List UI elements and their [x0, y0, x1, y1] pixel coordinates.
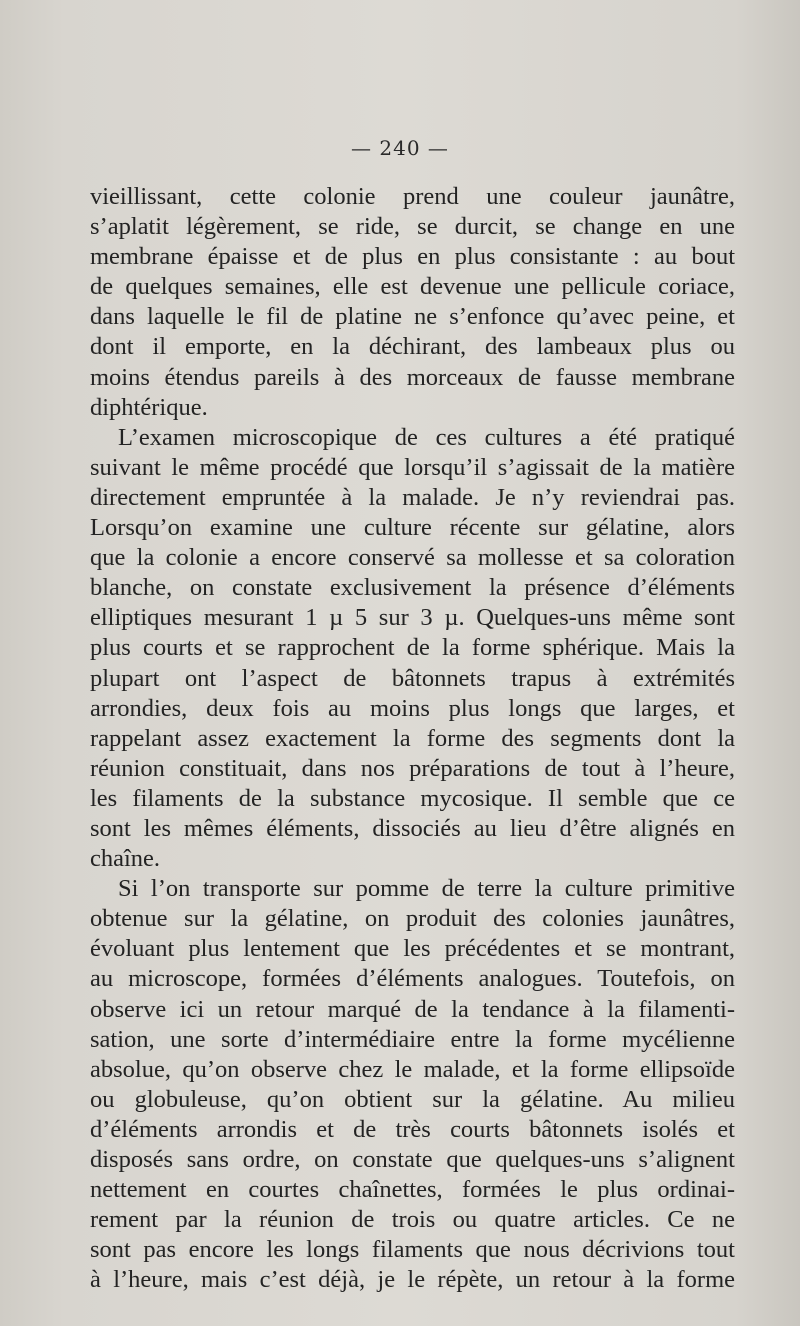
text-line: évoluant plus lentement que les précédentes et se montrant,: [90, 935, 735, 963]
text-line: Si l’on transporte sur pomme de terre la culture primitive: [118, 875, 735, 903]
text-line: dans laquelle le fil de platine ne s’enfonce qu’avec peine, et: [90, 303, 735, 331]
text-line: sont les mêmes éléments, dissociés au lieu d’être alignés en: [90, 814, 735, 842]
text-line: de quelques semaines, elle est devenue une pellicule coriace,: [90, 273, 735, 301]
text-line: vieillissant, cette colonie prend une couleur jaunâtre,: [90, 183, 735, 210]
text-line: sation, une sorte d’intermédiaire entre la forme mycélienne: [90, 1025, 735, 1053]
text-line: moins étendus pareils à des morceaux de fausse membrane: [90, 363, 735, 391]
text-line: ou globuleuse, qu’on obtient sur la gélatine. Au milieu: [90, 1085, 735, 1113]
body-text: [90, 182, 735, 1295]
text-line: suivant le même procédé que lorsqu’il s’agissait de la matière: [90, 453, 735, 481]
text-line: sont pas encore les longs filaments que nous décrivions tout: [90, 1236, 735, 1264]
text-line: arrondies, deux fois au moins plus longs que larges, et: [90, 694, 735, 722]
text-line: absolue, qu’on observe chez le malade, et la forme ellipsoïde: [90, 1055, 735, 1083]
text-line: chaîne.: [90, 845, 161, 873]
text-line: observe ici un retour marqué de la tendance à la filamenti-: [90, 995, 735, 1023]
text-line: elliptiques mesurant 1 µ 5 sur 3 µ. Quelques-uns même sont: [90, 604, 735, 632]
text-line: dont il emporte, en la déchirant, des lambeaux plus ou: [90, 333, 735, 361]
text-line: réunion constituait, dans nos préparations de tout à l’heure,: [90, 754, 735, 782]
text-line: membrane épaisse et de plus en plus consistante : au bout: [90, 243, 735, 271]
text-line: au microscope, formées d’éléments analogues. Toutefois, on: [90, 965, 735, 993]
text-line: disposés sans ordre, on constate que quelques-uns s’alignent: [90, 1146, 735, 1173]
text-line: diphtérique.: [90, 393, 208, 421]
text-line: blanche, on constate exclusivement la présence d’éléments: [90, 574, 735, 602]
text-line: Lorsqu’on examine une culture récente sur gélatine, alors: [90, 514, 735, 542]
text-line: s’aplatit légèrement, se ride, se durcit, se change en une: [90, 213, 735, 241]
text-line: rappelant assez exactement la forme des segments dont la: [90, 724, 735, 752]
text-line: plus courts et se rapprochent de la forme sphérique. Mais la: [90, 634, 735, 662]
text-line: nettement en courtes chaînettes, formées le plus ordinai-: [90, 1176, 735, 1204]
text-line: à l’heure, mais c’est déjà, je le répète, un retour à la forme: [90, 1266, 735, 1294]
text-line: L’examen microscopique de ces cultures a été pratiqué: [118, 423, 735, 451]
text-line: plupart ont l’aspect de bâtonnets trapus à extrémités: [90, 664, 735, 692]
text-line: les filaments de la substance mycosique. Il semble que ce: [90, 784, 735, 812]
text-line: directement empruntée à la malade. Je n’y reviendrai pas.: [90, 483, 735, 511]
page-number: — 240 —: [351, 136, 449, 160]
text-line: rement par la réunion de trois ou quatre articles. Ce ne: [90, 1206, 735, 1234]
text-line: d’éléments arrondis et de très courts bâtonnets isolés et: [90, 1115, 735, 1143]
text-line: que la colonie a encore conservé sa mollesse et sa coloration: [90, 544, 735, 572]
text-line: obtenue sur la gélatine, on produit des colonies jaunâtres,: [90, 905, 735, 933]
